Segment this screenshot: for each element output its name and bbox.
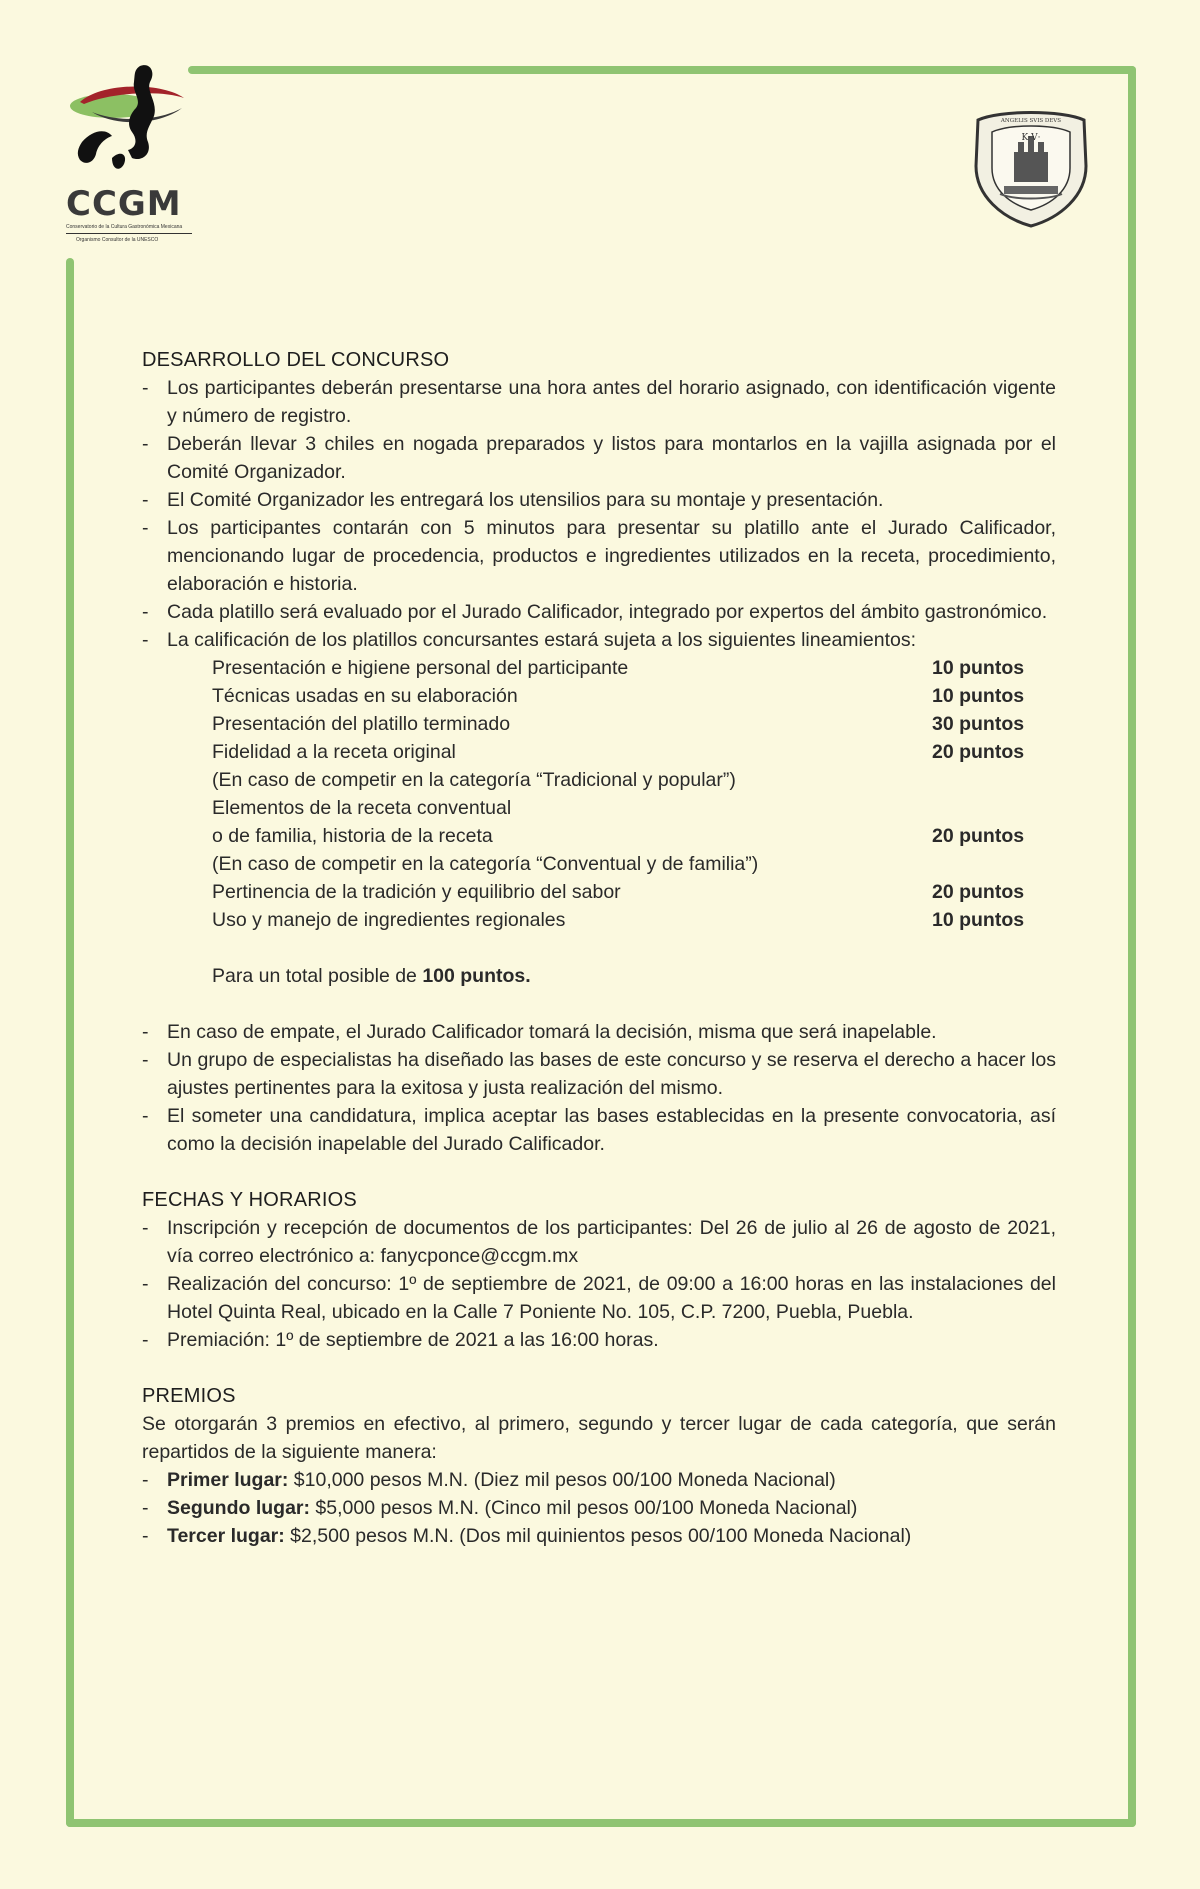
prize-place: Segundo lugar: <box>167 1497 310 1519</box>
total-points-line <box>212 962 1056 990</box>
criteria-label: Elementos de la receta conventual <box>212 797 512 819</box>
logo-divider <box>66 233 192 234</box>
logo-org-name: Conservatorio de la Cultura Gastronómica Mexicana <box>66 224 183 230</box>
list-item: - El Comité Organizador les entregará los utensilios para su montaje y presentación. <box>142 489 884 511</box>
list-item: - La calificación de los platillos concursantes estará sujeta a los siguientes lineamientos: <box>142 629 916 651</box>
criteria-points: 10 puntos <box>932 909 1025 931</box>
criteria-row <box>212 710 1032 738</box>
criteria-points: 20 puntos <box>932 881 1025 903</box>
list-item: - Inscripción y recepción de documentos de los participantes: Del 26 de julio al 26 de agosto de 2021, vía correo electrónico a: fanycponce@ccgm.mx <box>142 1217 1056 1267</box>
list-item-text: La calificación de los platillos concursantes estará sujeta a los siguientes lineamientos: <box>167 629 916 651</box>
criteria-points: 20 puntos <box>932 741 1025 763</box>
criteria-row <box>212 906 1032 934</box>
criteria-row <box>212 850 1032 878</box>
seal-emblem <box>970 106 1092 228</box>
list-item: - Un grupo de especialistas ha diseñado las bases de este concurso y se reserva el derecho a hacer los ajustes pertinentes para la exitosa y justa realización del mismo. <box>142 1049 1056 1099</box>
spacer <box>142 1354 1056 1382</box>
scoring-criteria-table <box>212 654 1032 934</box>
logo-acronym: CCGM <box>66 184 182 224</box>
list-item-text: El Comité Organizador les entregará los utensilios para su montaje y presentación. <box>167 489 884 511</box>
list-item-text: Deberán llevar 3 chiles en nogada preparados y listos para montarlos en la vajilla asignada por el Comité Organizador. <box>167 433 1056 483</box>
section-heading-premios: PREMIOS <box>142 1385 236 1407</box>
prize-amount: $5,000 pesos M.N. (Cinco mil pesos 00/100 Moneda Nacional) <box>310 1497 858 1519</box>
section-heading-desarrollo: DESARROLLO DEL CONCURSO <box>142 349 450 371</box>
list-item-text: Realización del concurso: 1º de septiembre de 2021, de 09:00 a 16:00 horas en las instalaciones del Hotel Quinta Real, ubicado en la Calle 7 Poniente No. 105, C.P. 7200, Puebla, Puebla. <box>167 1273 1056 1323</box>
criteria-points <box>932 794 1032 822</box>
criteria-row <box>212 682 1032 710</box>
criteria-label: (En caso de competir en la categoría “Conventual y de familia”) <box>212 853 759 875</box>
criteria-label: Técnicas usadas en su elaboración <box>212 685 518 707</box>
prize-amount: $2,500 pesos M.N. (Dos mil quinientos pesos 00/100 Moneda Nacional) <box>284 1525 912 1547</box>
section-heading-fechas: FECHAS Y HORARIOS <box>142 1189 357 1211</box>
frame-left-border <box>66 258 74 1827</box>
prize-item: - Primer lugar: $10,000 pesos M.N. (Diez mil pesos 00/100 Moneda Nacional) <box>142 1469 836 1491</box>
frame-top-border <box>188 66 1136 74</box>
criteria-label: Pertinencia de la tradición y equilibrio del sabor <box>212 881 621 903</box>
list-item: - Los participantes deberán presentarse una hora antes del horario asignado, con identificación vigente y número de registro. <box>142 377 1056 427</box>
criteria-row <box>212 794 1032 822</box>
criteria-label: Presentación e higiene personal del participante <box>212 657 629 679</box>
list-item: - Premiación: 1º de septiembre de 2021 a las 16:00 horas. <box>142 1329 659 1351</box>
criteria-row <box>212 878 1032 906</box>
list-item-text: Un grupo de especialistas ha diseñado las bases de este concurso y se reserva el derecho a hacer los ajustes pertinentes para la exitosa y justa realización del mismo. <box>167 1049 1056 1099</box>
list-item: - Los participantes contarán con 5 minutos para presentar su platillo ante el Jurado Calificador, mencionando lugar de procedencia, productos e ingredientes utilizados en la receta, procedimiento, elaboración e historia. <box>142 517 1056 595</box>
list-item-text: Los participantes contarán con 5 minutos para presentar su platillo ante el Jurado Calificador, mencionando lugar de procedencia, productos e ingredientes utilizados en la receta, procedimiento, elaboración e historia. <box>167 517 1056 595</box>
prize-item: - Segundo lugar: $5,000 pesos M.N. (Cinco mil pesos 00/100 Moneda Nacional) <box>142 1497 858 1519</box>
list-item: - El someter una candidatura, implica aceptar las bases establecidas en la presente convocatoria, así como la decisión inapelable del Jurado Calificador. <box>142 1105 1056 1155</box>
contact-email-link[interactable]: fanycponce@ccgm.mx <box>380 1245 579 1267</box>
prize-place: Tercer lugar: <box>167 1525 285 1547</box>
logo-org-note: Organismo Consultor de la UNESCO <box>76 237 159 243</box>
prize-place: Primer lugar: <box>167 1469 289 1491</box>
criteria-points <box>932 850 1032 878</box>
prize-item: - Tercer lugar: $2,500 pesos M.N. (Dos mil quinientos pesos 00/100 Moneda Nacional) <box>142 1525 912 1547</box>
criteria-points: 30 puntos <box>932 713 1025 735</box>
criteria-row <box>212 738 1032 766</box>
document-body <box>142 346 1056 1550</box>
spacer <box>142 1158 1056 1186</box>
list-item-text: En caso de empate, el Jurado Calificador tomará la decisión, misma que será inapelable. <box>167 1021 937 1043</box>
list-item: - Cada platillo será evaluado por el Jurado Calificador, integrado por expertos del ámbito gastronómico. <box>142 601 1048 623</box>
list-item-text: Cada platillo será evaluado por el Jurado Calificador, integrado por expertos del ámbito gastronómico. <box>167 601 1048 623</box>
criteria-label: Fidelidad a la receta original <box>212 741 456 763</box>
ccgm-logo-mark-icon <box>62 62 202 187</box>
list-item-text: Inscripción y recepción de documentos de los participantes: Del 26 de julio al 26 de agosto de 2021, vía correo electrónico a: <box>167 1217 1056 1267</box>
list-item-text: El someter una candidatura, implica aceptar las bases establecidas en la presente convocatoria, así como la decisión inapelable del Jurado Calificador. <box>167 1105 1056 1155</box>
ccgm-logo <box>62 62 202 242</box>
criteria-label: Presentación del platillo terminado <box>212 713 511 735</box>
total-prefix: Para un total posible de <box>212 965 423 987</box>
criteria-row <box>212 822 1032 850</box>
criteria-label: o de familia, historia de la receta <box>212 825 493 847</box>
seal-motto-top: ANGELIS SVIS DEVS <box>1000 118 1062 124</box>
total-value: 100 puntos. <box>422 965 531 987</box>
criteria-points: 10 puntos <box>932 657 1025 679</box>
prizes-intro: Se otorgarán 3 premios en efectivo, al primero, segundo y tercer lugar de cada categoría, que serán repartidos de la siguiente manera: <box>142 1413 1056 1463</box>
frame-bottom-border <box>66 1819 1136 1827</box>
list-item: - Realización del concurso: 1º de septiembre de 2021, de 09:00 a 16:00 horas en las instalaciones del Hotel Quinta Real, ubicado en la Calle 7 Poniente No. 105, C.P. 7200, Puebla, Puebla. <box>142 1273 1056 1323</box>
heraldic-seal-icon <box>970 106 1092 228</box>
criteria-row <box>212 766 1032 794</box>
criteria-label: (En caso de competir en la categoría “Tradicional y popular”) <box>212 769 736 791</box>
list-item-text: Premiación: 1º de septiembre de 2021 a las 16:00 horas. <box>167 1329 659 1351</box>
criteria-points: 10 puntos <box>932 685 1025 707</box>
list-item: - En caso de empate, el Jurado Calificador tomará la decisión, misma que será inapelable. <box>142 1021 937 1043</box>
spacer <box>142 990 1056 1018</box>
criteria-points <box>932 766 1032 794</box>
criteria-row <box>212 654 1032 682</box>
list-item-text: Los participantes deberán presentarse una hora antes del horario asignado, con identificación vigente y número de registro. <box>167 377 1056 427</box>
list-item: - Deberán llevar 3 chiles en nogada preparados y listos para montarlos en la vajilla asignada por el Comité Organizador. <box>142 433 1056 483</box>
criteria-points: 20 puntos <box>932 825 1025 847</box>
criteria-label: Uso y manejo de ingredientes regionales <box>212 909 566 931</box>
seal-initials: K·V· <box>1021 133 1041 143</box>
frame-right-border <box>1128 66 1136 1827</box>
prize-amount: $10,000 pesos M.N. (Diez mil pesos 00/100 Moneda Nacional) <box>288 1469 836 1491</box>
